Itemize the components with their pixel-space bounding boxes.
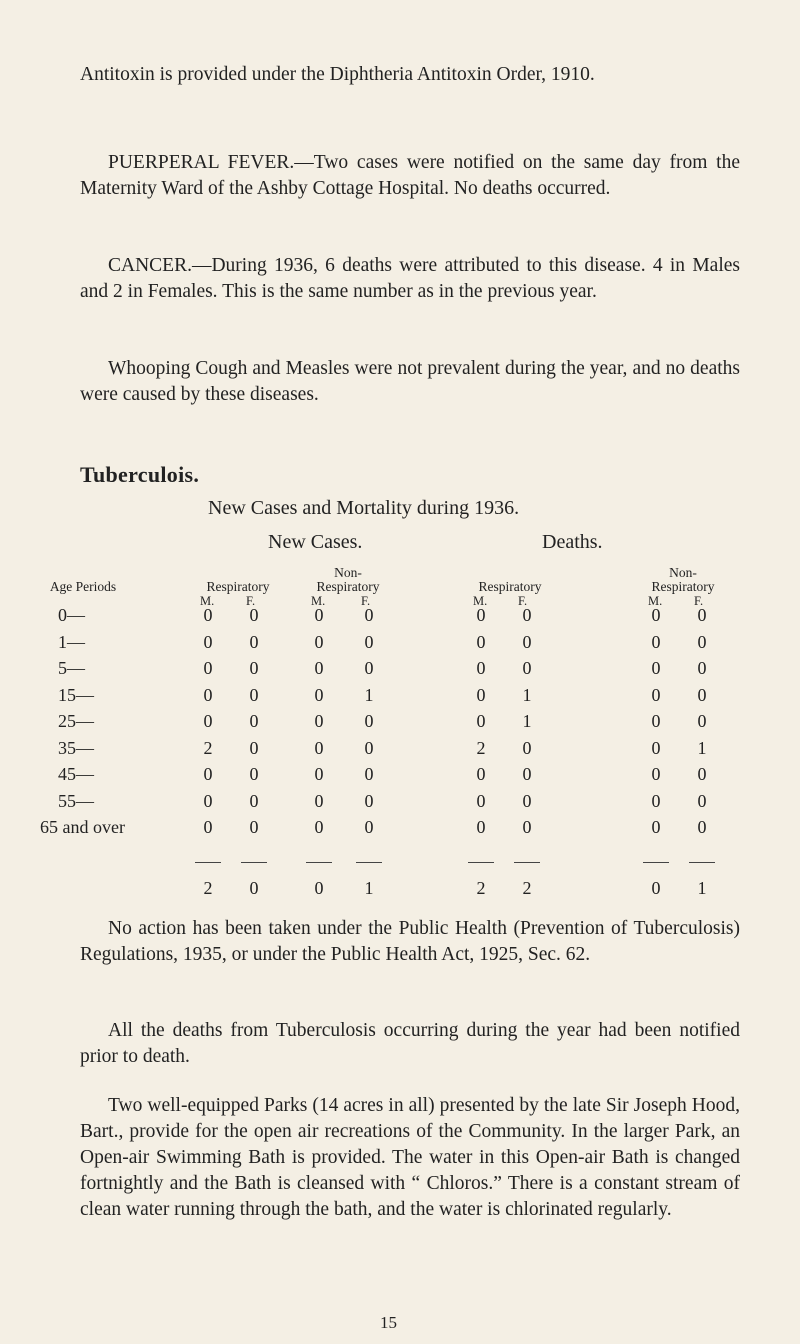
table-cell: 0	[203, 684, 213, 705]
table-cell: 0	[364, 605, 374, 625]
total-rule	[468, 862, 494, 863]
tuberculosis-heading: Tuberculois.	[80, 462, 200, 487]
table-cell: 0	[476, 631, 486, 652]
deaths-header: Deaths.	[542, 531, 603, 553]
deaths-notified-paragraph: All the deaths from Tuberculosis occurring during the year had been notified prior to death.	[80, 1020, 740, 1067]
table-cell: 0	[476, 605, 486, 625]
table-cell: 0	[364, 790, 374, 811]
total-rule	[356, 862, 382, 863]
table-cell: 0	[364, 817, 374, 837]
table-cell: 0	[697, 711, 707, 731]
total-cell: 2	[476, 878, 486, 898]
table-cell: 0	[522, 817, 532, 837]
age-period-label: 5—	[58, 658, 85, 678]
table-cell: 0	[522, 790, 532, 811]
age-period-label: 25—	[58, 711, 94, 731]
total-cell: 0	[314, 878, 324, 898]
table-cell: 0	[314, 605, 324, 625]
total-rule	[514, 862, 540, 863]
table-cell: 0	[364, 711, 374, 731]
antitoxin-paragraph: Antitoxin is provided under the Diphtheria Antitoxin Order, 1910.	[80, 64, 595, 85]
table-cell: 0	[203, 817, 213, 837]
table-cell: 0	[364, 631, 374, 652]
d-nonresp-m-label: M.	[648, 594, 663, 608]
table-cell: 0	[249, 658, 259, 678]
total-cell: 0	[651, 878, 661, 898]
d-resp-f-label: F.	[518, 594, 528, 608]
table-cell: 0	[651, 684, 661, 705]
table-cell: 1	[522, 711, 532, 731]
table-cell: 0	[697, 790, 707, 811]
table-cell: 0	[476, 711, 486, 731]
table-cell: 0	[314, 817, 324, 837]
table-cell: 0	[522, 764, 532, 784]
table-cell: 0	[364, 737, 374, 758]
table-cell: 0	[203, 764, 213, 784]
table-cell: 0	[364, 764, 374, 784]
table-cell: 0	[476, 817, 486, 837]
table-cell: 0	[522, 658, 532, 678]
age-period-label: 0—	[58, 605, 85, 625]
table-cell: 0	[697, 631, 707, 652]
table-cell: 2	[203, 737, 213, 758]
no-action-paragraph: No action has been taken under the Public Health (Prevention of Tuberculosis) Regulations, 1935, or under the Public Health Act, 1925, Sec. 62.	[80, 918, 740, 965]
table-cell: 0	[249, 631, 259, 652]
age-periods-label: Age Periods	[49, 579, 117, 594]
total-cell: 1	[364, 878, 374, 898]
table-cell: 0	[522, 737, 532, 758]
table-cell: 0	[651, 737, 661, 758]
d-nonresp-f-label: F.	[694, 594, 704, 608]
table-cell: 0	[314, 684, 324, 705]
age-period-label: 65 and over	[40, 817, 125, 837]
new-cases-header: New Cases.	[268, 531, 363, 553]
age-period-label: 55—	[58, 790, 94, 811]
table-cell: 0	[651, 605, 661, 625]
age-period-label: 1—	[58, 631, 85, 652]
table-cell: 0	[249, 790, 259, 811]
d-non-label: Non-	[669, 565, 697, 580]
table-cell: 0	[651, 764, 661, 784]
age-period-label: 45—	[58, 764, 94, 784]
cancer-paragraph: CANCER.—During 1936, 6 deaths were attributed to this disease. 4 in Males and 2 in Females. This is the same number as in the previous year.	[80, 255, 740, 302]
table-cell: 0	[314, 631, 324, 652]
table-cell: 0	[249, 605, 259, 625]
table-cell: 0	[314, 790, 324, 811]
table-cell: 2	[476, 737, 486, 758]
table-cell: 0	[651, 631, 661, 652]
total-cell: 2	[203, 878, 213, 898]
table-cell: 0	[314, 658, 324, 678]
total-cell: 1	[697, 878, 707, 898]
table-cell: 0	[522, 631, 532, 652]
table-cell: 1	[697, 737, 707, 758]
table-cell: 0	[249, 737, 259, 758]
table-cell: 1	[522, 684, 532, 705]
table-cell: 0	[314, 711, 324, 731]
nc-respiratory-label: Respiratory	[206, 579, 270, 594]
nc-resp-m-label: M.	[200, 594, 215, 608]
d-non-respiratory-label: Respiratory	[651, 579, 715, 594]
table-cell: 0	[203, 658, 213, 678]
table-cell: 0	[314, 737, 324, 758]
age-period-label: 35—	[58, 737, 94, 758]
total-rule	[306, 862, 332, 863]
whooping-cough-paragraph: Whooping Cough and Measles were not prevalent during the year, and no deaths were caused by these diseases.	[80, 358, 740, 405]
table-cell: 0	[697, 764, 707, 784]
nc-nonresp-m-label: M.	[311, 594, 326, 608]
d-respiratory-label: Respiratory	[478, 579, 542, 594]
table-cell: 0	[314, 764, 324, 784]
table-cell: 0	[697, 605, 707, 625]
table-cell: 0	[364, 658, 374, 678]
d-resp-m-label: M.	[473, 594, 488, 608]
table-cell: 0	[203, 711, 213, 731]
page-number: 15	[380, 1313, 397, 1332]
nc-resp-f-label: F.	[246, 594, 256, 608]
table-cell: 0	[651, 790, 661, 811]
table-cell: 0	[476, 790, 486, 811]
table-cell: 0	[249, 764, 259, 784]
nc-nonresp-f-label: F.	[361, 594, 371, 608]
table-cell: 0	[697, 817, 707, 837]
table-cell: 0	[651, 658, 661, 678]
puerperal-fever-paragraph: PUERPERAL FEVER.—Two cases were notified on the same day from the Maternity Ward of the Ashby Cottage Hospital. No deaths occurred.	[80, 152, 740, 199]
total-rule	[241, 862, 267, 863]
parks-paragraph: Two well-equipped Parks (14 acres in all) presented by the late Sir Joseph Hood, Bart., provide for the open air recreations of the Community. In the larger Park, an Open-air Swimming Bath is provided. The water in this Open-air Bath is changed fortnightly and the Bath is cleansed with “ Chloros.” There is a constant stream of clean water running through the bath, and the water is chlorinated regularly.	[80, 1095, 740, 1220]
table-cell: 0	[476, 684, 486, 705]
nc-non-label: Non-	[334, 565, 362, 580]
table-cell: 0	[697, 684, 707, 705]
age-period-label: 15—	[58, 684, 94, 705]
table-cell: 0	[249, 817, 259, 837]
table-cell: 0	[203, 631, 213, 652]
total-cell: 2	[522, 878, 532, 898]
table-cell: 0	[651, 711, 661, 731]
table-title: New Cases and Mortality during 1936.	[208, 497, 520, 519]
table-cell: 0	[522, 605, 532, 625]
total-rule	[643, 862, 669, 863]
total-rule	[195, 862, 221, 863]
table-cell: 0	[203, 605, 213, 625]
total-cell: 0	[249, 878, 259, 898]
table-cell: 0	[476, 764, 486, 784]
table-cell: 0	[651, 817, 661, 837]
table-cell: 0	[697, 658, 707, 678]
nc-non-respiratory-label: Respiratory	[316, 579, 380, 594]
table-cell: 0	[249, 711, 259, 731]
table-cell: 1	[364, 684, 374, 705]
table-cell: 0	[476, 658, 486, 678]
table-cell: 0	[203, 790, 213, 811]
table-cell: 0	[249, 684, 259, 705]
total-rule	[689, 862, 715, 863]
